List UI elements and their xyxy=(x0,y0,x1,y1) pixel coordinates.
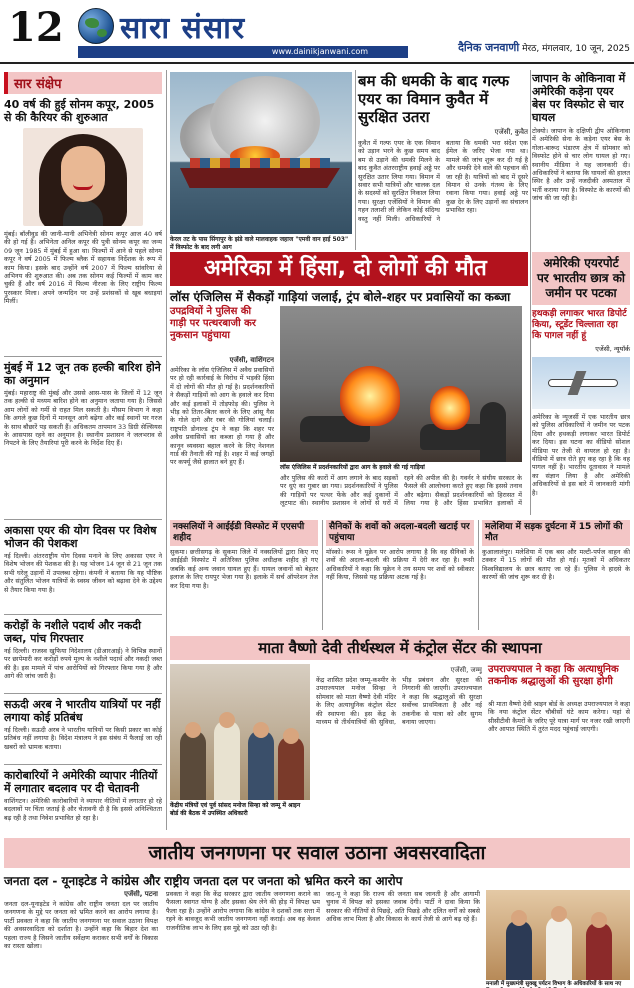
globe-icon xyxy=(78,8,114,44)
column-rule xyxy=(322,520,323,630)
airport-story xyxy=(532,252,630,517)
dri-seizure-title[interactable]: करोड़ों के नशीले पदार्थ और नकदी जब्त, पांच गिरफ्तार xyxy=(4,619,141,645)
website-link[interactable]: www.dainikjanwani.com xyxy=(271,47,369,56)
naxal-title[interactable]: नक्सलियों ने आईईडी विस्फोट में एएसपी शहीद xyxy=(170,520,318,546)
trade-policy-title[interactable]: कारोबारियों ने अमेरिकी व्यापार नीतियों में लगातार बदलाव पर दी चेतावनी xyxy=(4,769,158,795)
meeting-photo-caption: केंद्रीय मंत्रियों एवं पूर्व सांसद मनोज सिन्हा को जम्मू में श्राइन बोर्ड की बैठक में उपस्थित अधिकारी xyxy=(170,802,301,817)
vaishno-body: केंद्र शासित प्रदेश जम्मू-कश्मीर के उपराज्यपाल मनोज सिन्हा ने सोमवार को माता वैष्णो देवी मंदिर के लिए अत्याधुनिक कंट्रोल सेंटर की स्थापना की। इस केंद्र के माध्यम से तीर्थयात्रियों की सुविधा, भीड़ प्रबंधन और सुरक्षा की निगरानी की जाएगी। उपराज्यपाल ने कहा कि श्रद्धालुओं की सुरक्षा सर्वोच्च प्राथमिकता है और नई तकनीक से यात्रा को और सुगम बनाया जाएगा। xyxy=(316,676,482,727)
census-body-2: प्रवक्ता ने कहा कि केंद्र सरकार द्वारा जातीय जनगणना कराने का फैसला स्वागत योग्य है और इसका श्रेय लेने की होड़ में विपक्ष भ्रम फैला रहा है। उन्होंने आरोप लगाया कि कांग्रेस ने दशकों तक सत्ता में रहने के बावजूद कभी जातीय जनगणना नहीं कराई। अब वह केवल राजनीतिक लाभ के लिए इस मुद्दे को उठा रही है। xyxy=(166,890,320,932)
vaishno-title[interactable]: माता वैष्णो देवी तीर्थस्थल में कंट्रोल सेंटर की स्थापना xyxy=(170,636,630,660)
trade-policy-body: वाशिंगटन। अमेरिकी कारोबारियों ने व्यापार नीतियों में लगातार हो रहे बदलावों पर चिंता जताई है और चेतावनी दी है कि इससे अनिश्चितता बढ़ रही है तथा निवेश प्रभावित हो रहा है। xyxy=(4,797,162,822)
japan-body: टोक्यो। जापान के दक्षिणी द्वीप ओकिनावा में अमेरिकी सेना के कड़ेना एयर बेस के गोला-बारूद भंडारण क्षेत्र में सोमवार को विस्फोट होने से चार लोग घायल हो गए। स्थानीय मीडिया ने यह जानकारी दी। अधिकारियों ने बताया कि घायलों की हालत स्थिर है और उन्हें नजदीकी अस्पताल में भर्ती कराया गया है। विस्फोट के कारणों की जांच की जा रही है। xyxy=(532,127,630,203)
divider xyxy=(4,356,162,357)
news-band xyxy=(170,520,630,630)
airport-title[interactable]: अमेरिकी एयरपोर्ट पर भारतीय छात्र को जमीन पर पटका xyxy=(532,252,630,305)
column-rule xyxy=(355,70,356,250)
mumbai-rain-title[interactable]: मुंबई में 12 जून तक हल्की बारिश होने का अनुमान xyxy=(4,361,161,387)
column-rule xyxy=(166,70,167,830)
divider xyxy=(4,519,162,520)
airport-photo xyxy=(532,357,630,409)
saudi-body: नई दिल्ली। सऊदी अरब ने भारतीय यात्रियों पर किसी प्रकार का कोई प्रतिबंध नहीं लगाया है। विदेश मंत्रालय ने इस संबंध में फैलाई जा रही खबरों को भ्रामक बताया। xyxy=(4,726,162,751)
section-title: सार संक्षेप xyxy=(4,72,162,94)
census-story xyxy=(4,838,630,987)
left-column xyxy=(4,72,162,831)
dateline xyxy=(420,40,630,55)
lead-body-left: अमेरिका के लॉस एंजिलिस में अवैध प्रवासियों पर हो रही कार्रवाई के विरोध में भड़की हिंसा में दो लोगों की मौत हो गई है। प्रदर्शनकारियों ने सैकड़ों गाड़ियों को आग के हवाले कर दिया और कई इलाकों में तोड़फोड़ की। पुलिस ने भीड़ को तितर-बितर करने के लिए आंसू गैस के गोले दागे और रबर की गोलियां चलाईं। राष्ट्रपति डोनाल्ड ट्रंप ने कहा कि शहर पर अवैध प्रवासियों का कब्जा हो गया है और कानून व्यवस्था बहाल करने के लिए नेशनल गार्ड की तैनाती की गई है। शहर में कई जगहों पर कर्फ्यू जैसे हालात बने हुए हैं। xyxy=(170,366,274,467)
lead-photo-caption: लॉस एंजिलिस में प्रदर्शनकारियों द्वारा आग के हवाले की गई गाड़ियां xyxy=(280,464,425,471)
lead-subtitle: लॉस एंजिलिस में सैकड़ों गाड़ियां जलाई, ट्रंप बोले-शहर पर प्रवासियों का कब्जा xyxy=(170,290,511,304)
kuwait-story xyxy=(358,72,528,267)
page-number: 12 xyxy=(8,4,64,51)
divider xyxy=(4,764,162,765)
masthead xyxy=(0,0,634,64)
malaysia-title[interactable]: मलेशिया में सड़क दुर्घटना में 15 लोगों की मौत xyxy=(482,520,630,546)
akasa-title[interactable]: अकासा एयर की योग दिवस पर विशेष भोजन की पेशकश xyxy=(4,524,157,550)
airport-body: अमेरिका के न्यूजर्सी में एक भारतीय छात्र को पुलिस अधिकारियों ने जमीन पर पटक दिया और हथकड़ी लगाकर भारत डिपोर्ट कर दिया। इस घटना का वीडियो सोशल मीडिया पर तेजी से वायरल हो रहा है। वीडियो में छात्र रोते हुए कह रहा है कि वह पागल नहीं है। भारतीय दूतावास ने मामले का संज्ञान लिया है और अमेरिकी अधिकारियों से इस बारे में जानकारी मांगी है। xyxy=(532,413,630,497)
ship-fire-photo xyxy=(170,72,352,234)
japan-title[interactable]: जापान के ओकिनावा में अमेरिकी कड़ेना एयर बेस पर विस्फोट से चार घायल xyxy=(532,72,626,124)
naxal-body: सुकमा। छत्तीसगढ़ के सुकमा जिले में नक्सलियों द्वारा किए गए आईईडी विस्फोट में अतिरिक्त पुलिस अधीक्षक शहीद हो गए जबकि कई अन्य जवान घायल हुए हैं। घायल जवानों को बेहतर इलाज के लिए रायपुर भेजा गया है। इलाके में सर्च ऑपरेशन तेज कर दिया गया है। xyxy=(170,548,318,590)
lead-byline: एजेंसी, वाशिंगटन xyxy=(229,356,274,364)
census-subtitle: जनता दल - यूनाइटेड ने कांग्रेस और राष्ट्रीय जनता दल पर जनता को भ्रमित करने का आरोप xyxy=(4,874,403,888)
sonam-story-title[interactable]: 40 वर्ष की हुई सोनम कपूर, 2005 से की कैरियर की शुरुआत xyxy=(4,98,155,124)
dri-seizure-body: नई दिल्ली। राजस्व खुफिया निदेशालय (डीआरआई) ने विभिन्न स्थानों पर छापेमारी कर करोड़ों रुपये मूल्य के नशीले पदार्थ और नकदी जब्त की है। इस मामले में पांच आरोपियों को गिरफ्तार किया गया है और आगे की जांच जारी है। xyxy=(4,647,162,681)
census-body-1: जनता दल-यूनाइटेड ने कांग्रेस और राष्ट्रीय जनता दल पर जातीय जनगणना के मुद्दे पर जनता को भ्रमित करने का आरोप लगाया है। पार्टी प्रवक्ता ने कहा कि जातीय जनगणना पर सवाल उठाना विपक्ष की अवसरवादिता को दर्शाता है। उन्होंने कहा कि बिहार देश का पहला राज्य है जिसने जातीय सर्वेक्षण कराकर सभी वर्गों के विकास का रास्ता खोला। xyxy=(4,900,158,951)
census-body-3: जद-यू ने कहा कि राज्य की जनता सब जानती है और आगामी चुनाव में विपक्ष को इसका जवाब देगी। पार्टी ने दावा किया कि सरकार की नीतियों से पिछड़े, अति पिछड़े और दलित वर्गों को सबसे अधिक लाभ मिला है और विकास के कार्य तेजी से आगे बढ़ रहे हैं। xyxy=(326,890,480,924)
kuwait-body: कुवैत में गल्फ एयर के एक विमान को उड़ान भरने के कुछ समय बाद बम से उड़ाने की धमकी मिलने के बाद कुवैत अंतरराष्ट्रीय हवाई अड्डे पर सुरक्षित उतार लिया गया। विमान में सवार सभी यात्रियों और चालक दल के सदस्यों को सुरक्षित निकाल लिया गया। सुरक्षा एजेंसियों ने विमान की गहन तलाशी ली लेकिन कोई संदिग्ध वस्तु नहीं मिली। अधिकारियों ने बताया कि धमकी भरा संदेश एक ईमेल के जरिए भेजा गया था। मामले की जांच शुरू कर दी गई है और धमकी देने वाले की पहचान की जा रही है। यात्रियों को बाद में दूसरे विमान से उनके गंतव्य के लिए रवाना किया गया। हवाई अड्डे पर कुछ देर के लिए उड़ानों का संचालन प्रभावित रहा। xyxy=(358,139,528,223)
airport-byline: एजेंसी, न्यूयॉर्क xyxy=(595,345,630,353)
kuwait-title[interactable]: बम की धमकी के बाद गल्फ एयर का विमान कुवैत में सुरक्षित उतरा xyxy=(358,72,510,126)
official-photo xyxy=(486,890,630,980)
paper-name: दैनिक जनवाणी xyxy=(458,41,520,54)
malaysia-story xyxy=(482,520,630,630)
naxal-story xyxy=(170,520,318,630)
column-rule xyxy=(478,520,479,630)
soldiers-body: मॉस्को। रूस ने यूक्रेन पर आरोप लगाया है कि वह सैनिकों के शवों की अदला-बदली की प्रक्रिया में देरी कर रहा है। रूसी अधिकारियों ने कहा कि यूक्रेन ने तय समय पर शवों को स्वीकार नहीं किया, जिससे यह प्रक्रिया अटक गई है। xyxy=(326,548,474,582)
soldiers-title[interactable]: सैनिकों के शवों को अदला-बदली खटाई पर पहुंचाया xyxy=(326,520,474,546)
official-photo-caption: मनाली में मुख्यमंत्री सुक्खू पर्यटन विभाग के अधिकारियों के साथ नए xyxy=(486,981,622,987)
sonam-story-body: मुंबई। बॉलीवुड की जानी-मानी अभिनेत्री सोनम कपूर आज 40 वर्ष की हो गई हैं। अभिनेता अनिल कपूर की पुत्री सोनम कपूर का जन्म 09 जून 1985 में मुंबई में हुआ था। फिल्मों में आने से पहले सोनम कपूर ने वर्ष 2005 में फिल्म ब्लैक में सहायक निर्देशक के रूप में काम किया। इसके बाद उन्होंने वर्ष 2007 में फिल्म सांवरिया से अभिनय की शुरुआत की। अब तक सोनम कई फिल्मों में काम कर चुकी हैं और वर्ष 2016 में फिल्म नीरजा के लिए राष्ट्रीय फिल्म पुरस्कार मिला। अपने जन्मदिन पर उन्हें प्रशंसकों से खूब बधाइयां मिलीं। xyxy=(4,230,162,306)
divider xyxy=(4,693,162,694)
vaishno-byline: एजेंसी, जम्मू xyxy=(450,666,482,674)
lead-title[interactable]: अमेरिका में हिंसा, दो लोगों की मौत xyxy=(170,252,528,286)
column-rule xyxy=(530,70,531,515)
kuwait-byline: एजेंसी, कुवैत xyxy=(494,128,528,136)
meeting-photo xyxy=(170,664,310,800)
protest-photo xyxy=(280,306,522,462)
census-title[interactable]: जातीय जनगणना पर सवाल उठाना अवसरवादिता xyxy=(4,838,630,868)
date-text: मेरठ, मंगलवार, 10 जून, 2025 xyxy=(522,44,630,54)
ship-photo-caption: केरल तट के पास सिंगापुर के झंडे वाले मालवाहक जहाज "एमवी वान हाई 503" में विस्फोट के बाद लगी आग xyxy=(170,236,349,251)
brand-title: सारा संसार xyxy=(120,11,246,46)
malaysia-body: कुआलालंपुर। मलेशिया में एक बस और मल्टी-पर्पज वाहन की टक्कर में 15 लोगों की मौत हो गई। मृतकों में अधिकतर विश्वविद्यालय के छात्र बताए जा रहे हैं। पुलिस ने हादसे के कारणों की जांच शुरू कर दी है। xyxy=(482,548,630,582)
saudi-title[interactable]: सऊदी अरब ने भारतीय यात्रियों पर नहीं लगाया कोई प्रतिबंध xyxy=(4,698,161,724)
japan-story xyxy=(532,72,630,245)
divider xyxy=(4,614,162,615)
akasa-body: नई दिल्ली। अंतरराष्ट्रीय योग दिवस मनाने के लिए अकासा एयर ने विशेष भोजन की पेशकश की है। यह भोजन 14 जून से 21 जून तक सभी घरेलू उड़ानों में उपलब्ध रहेगा। कंपनी ने बताया कि यह पौष्टिक और संतुलित भोजन यात्रियों के स्वस्थ जीवन को बढ़ावा देने के उद्देश्य से तैयार किया गया है। xyxy=(4,552,162,594)
lead-body-right: और पुलिस की कारों में आग लगाने के बाद सड़कों पर धुएं का गुबार छा गया। प्रदर्शनकारियों ने पुलिस की गाड़ियों पर पत्थर फेंके और कई दुकानों में लूटपाट की। स्थानीय प्रशासन ने लोगों से घरों में रहने की अपील की है। गवर्नर ने संघीय सरकार के फैसले की आलोचना करते हुए कहा कि इससे तनाव और बढ़ेगा। सैकड़ों प्रदर्शनकारियों को हिरासत में लिया गया है और हिंसा प्रभावित इलाकों में xyxy=(280,474,522,508)
census-byline: एजेंसी, पटना xyxy=(124,890,158,898)
vaishno-side-body: श्री माता वैष्णो देवी श्राइन बोर्ड के अध्यक्ष उपराज्यपाल ने कहा कि नया कंट्रोल सेंटर चौबीसों घंटे काम करेगा। यहां से सीसीटीवी कैमरों के जरिए पूरे यात्रा मार्ग पर नजर रखी जाएगी और आपात स्थिति में तुरंत मदद पहुंचाई जाएगी। xyxy=(488,700,630,734)
airport-subtitle: हथकड़ी लगाकर भारत डिपोर्ट किया, स्टूडेंट चिल्लाता रहा कि पागल नहीं हूं xyxy=(532,309,627,341)
vaishno-side-title[interactable]: उपराज्यपाल ने कहा कि अत्याधुनिक तकनीक श्रद्धालुओं की सुरक्षा होगी xyxy=(488,664,619,687)
soldiers-story xyxy=(326,520,474,630)
mumbai-rain-body: मुंबई। महाराष्ट्र की मुंबई और उससे आस-पास के जिलों में 12 जून तक हल्की से मध्यम बारिश होने का अनुमान जताया गया है। जिससे आम लोगों को गर्मी से राहत मिल सकती है। मौसम विभाग ने कहा कि अगले कुछ दिनों में मानसून आगे बढ़ेगा और कई स्थानों पर गरज के साथ बौछारें पड़ सकती हैं। अधिकतम तापमान 33 डिग्री सेल्सियस के आसपास रहने का अनुमान है। स्थानीय प्रशासन ने जलभराव से निपटने के लिए तैयारियां पूरी करने के निर्देश दिए हैं। xyxy=(4,389,162,448)
lead-side-heading: उपद्रवियों ने पुलिस की गाड़ी पर पत्थरबाजी कर नुकसान पहुंचाया xyxy=(170,306,256,341)
sonam-photo xyxy=(23,128,143,226)
